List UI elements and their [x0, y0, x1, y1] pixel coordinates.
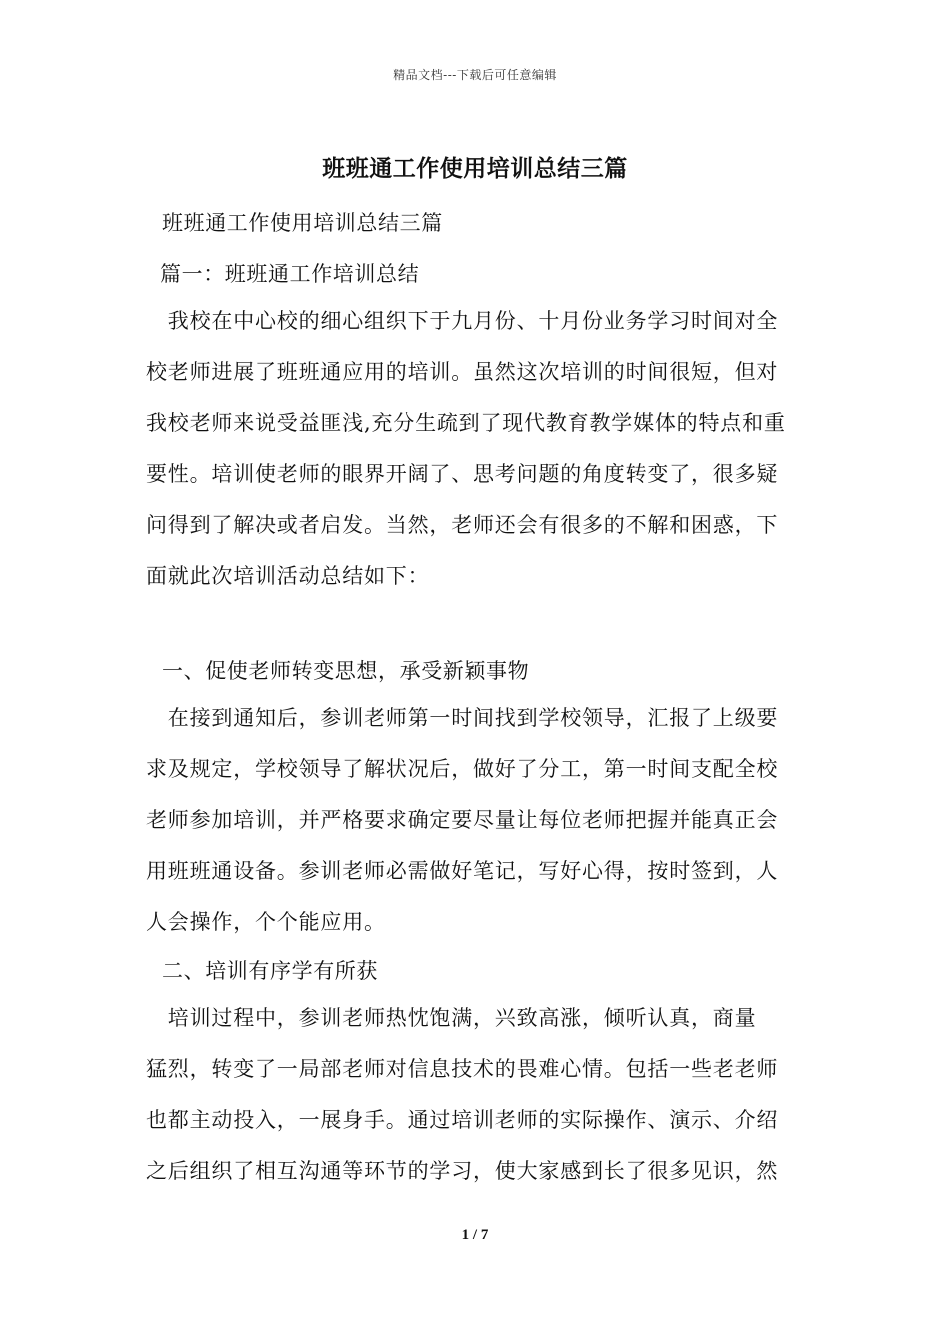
intro-paragraph — [146, 296, 808, 602]
paragraph-line: 之后组织了相互沟通等环节的学习，使大家感到长了很多见识，然 — [146, 1159, 779, 1183]
paragraph-line: 用班班通设备。参训老师必需做好笔记，写好心得，按时签到，人 — [146, 859, 779, 883]
paragraph-line: 面就此次培训活动总结如下： — [146, 564, 430, 588]
page-number: 1 / 7 — [461, 1227, 489, 1243]
part-heading: 篇一：班班通工作培训总结 — [160, 262, 420, 286]
section-heading-1: 一、促使老师转变思想，承受新颖事物 — [162, 659, 530, 683]
paragraph-line: 要性。培训使老师的眼界开阔了、思考问题的角度转变了，很多疑 — [146, 462, 779, 486]
paragraph-line: 求及规定，学校领导了解状况后，做好了分工，第一时间支配全校 — [146, 757, 779, 781]
section-heading-2: 二、培训有序学有所获 — [162, 959, 378, 983]
document-title: 班班通工作使用培训总结三篇 — [322, 155, 628, 182]
paragraph-line: 我校老师来说受益匪浅,充分生疏到了现代教育教学媒体的特点和重 — [146, 411, 786, 435]
section1-paragraph — [146, 693, 808, 948]
paragraph-line: 也都主动投入，一展身手。通过培训老师的实际操作、演示、介绍 — [146, 1108, 779, 1132]
paragraph-line: 在接到通知后，参训老师第一时间找到学校领导，汇报了上级要 — [146, 706, 779, 730]
section2-paragraph — [146, 993, 808, 1197]
header-note: 精品文档---下载后可任意编辑 — [393, 68, 557, 82]
paragraph-line: 老师参加培训，并严格要求确定要尽量让每位老师把握并能真正会 — [146, 808, 779, 832]
paragraph-line: 我校在中心校的细心组织下于九月份、十月份业务学习时间对全 — [146, 309, 779, 333]
document-subtitle: 班班通工作使用培训总结三篇 — [162, 211, 443, 235]
paragraph-line: 人会操作，个个能应用。 — [146, 910, 386, 934]
paragraph-line: 培训过程中，参训老师热忱饱满，兴致高涨，倾听认真，商量 — [146, 1006, 757, 1030]
paragraph-line: 校老师进展了班班通应用的培训。虽然这次培训的时间很短，但对 — [146, 360, 779, 384]
paragraph-line: 问得到了解决或者启发。当然，老师还会有很多的不解和困惑，下 — [146, 513, 779, 537]
paragraph-line: 猛烈，转变了一局部老师对信息技术的畏难心情。包括一些老老师 — [146, 1057, 779, 1081]
